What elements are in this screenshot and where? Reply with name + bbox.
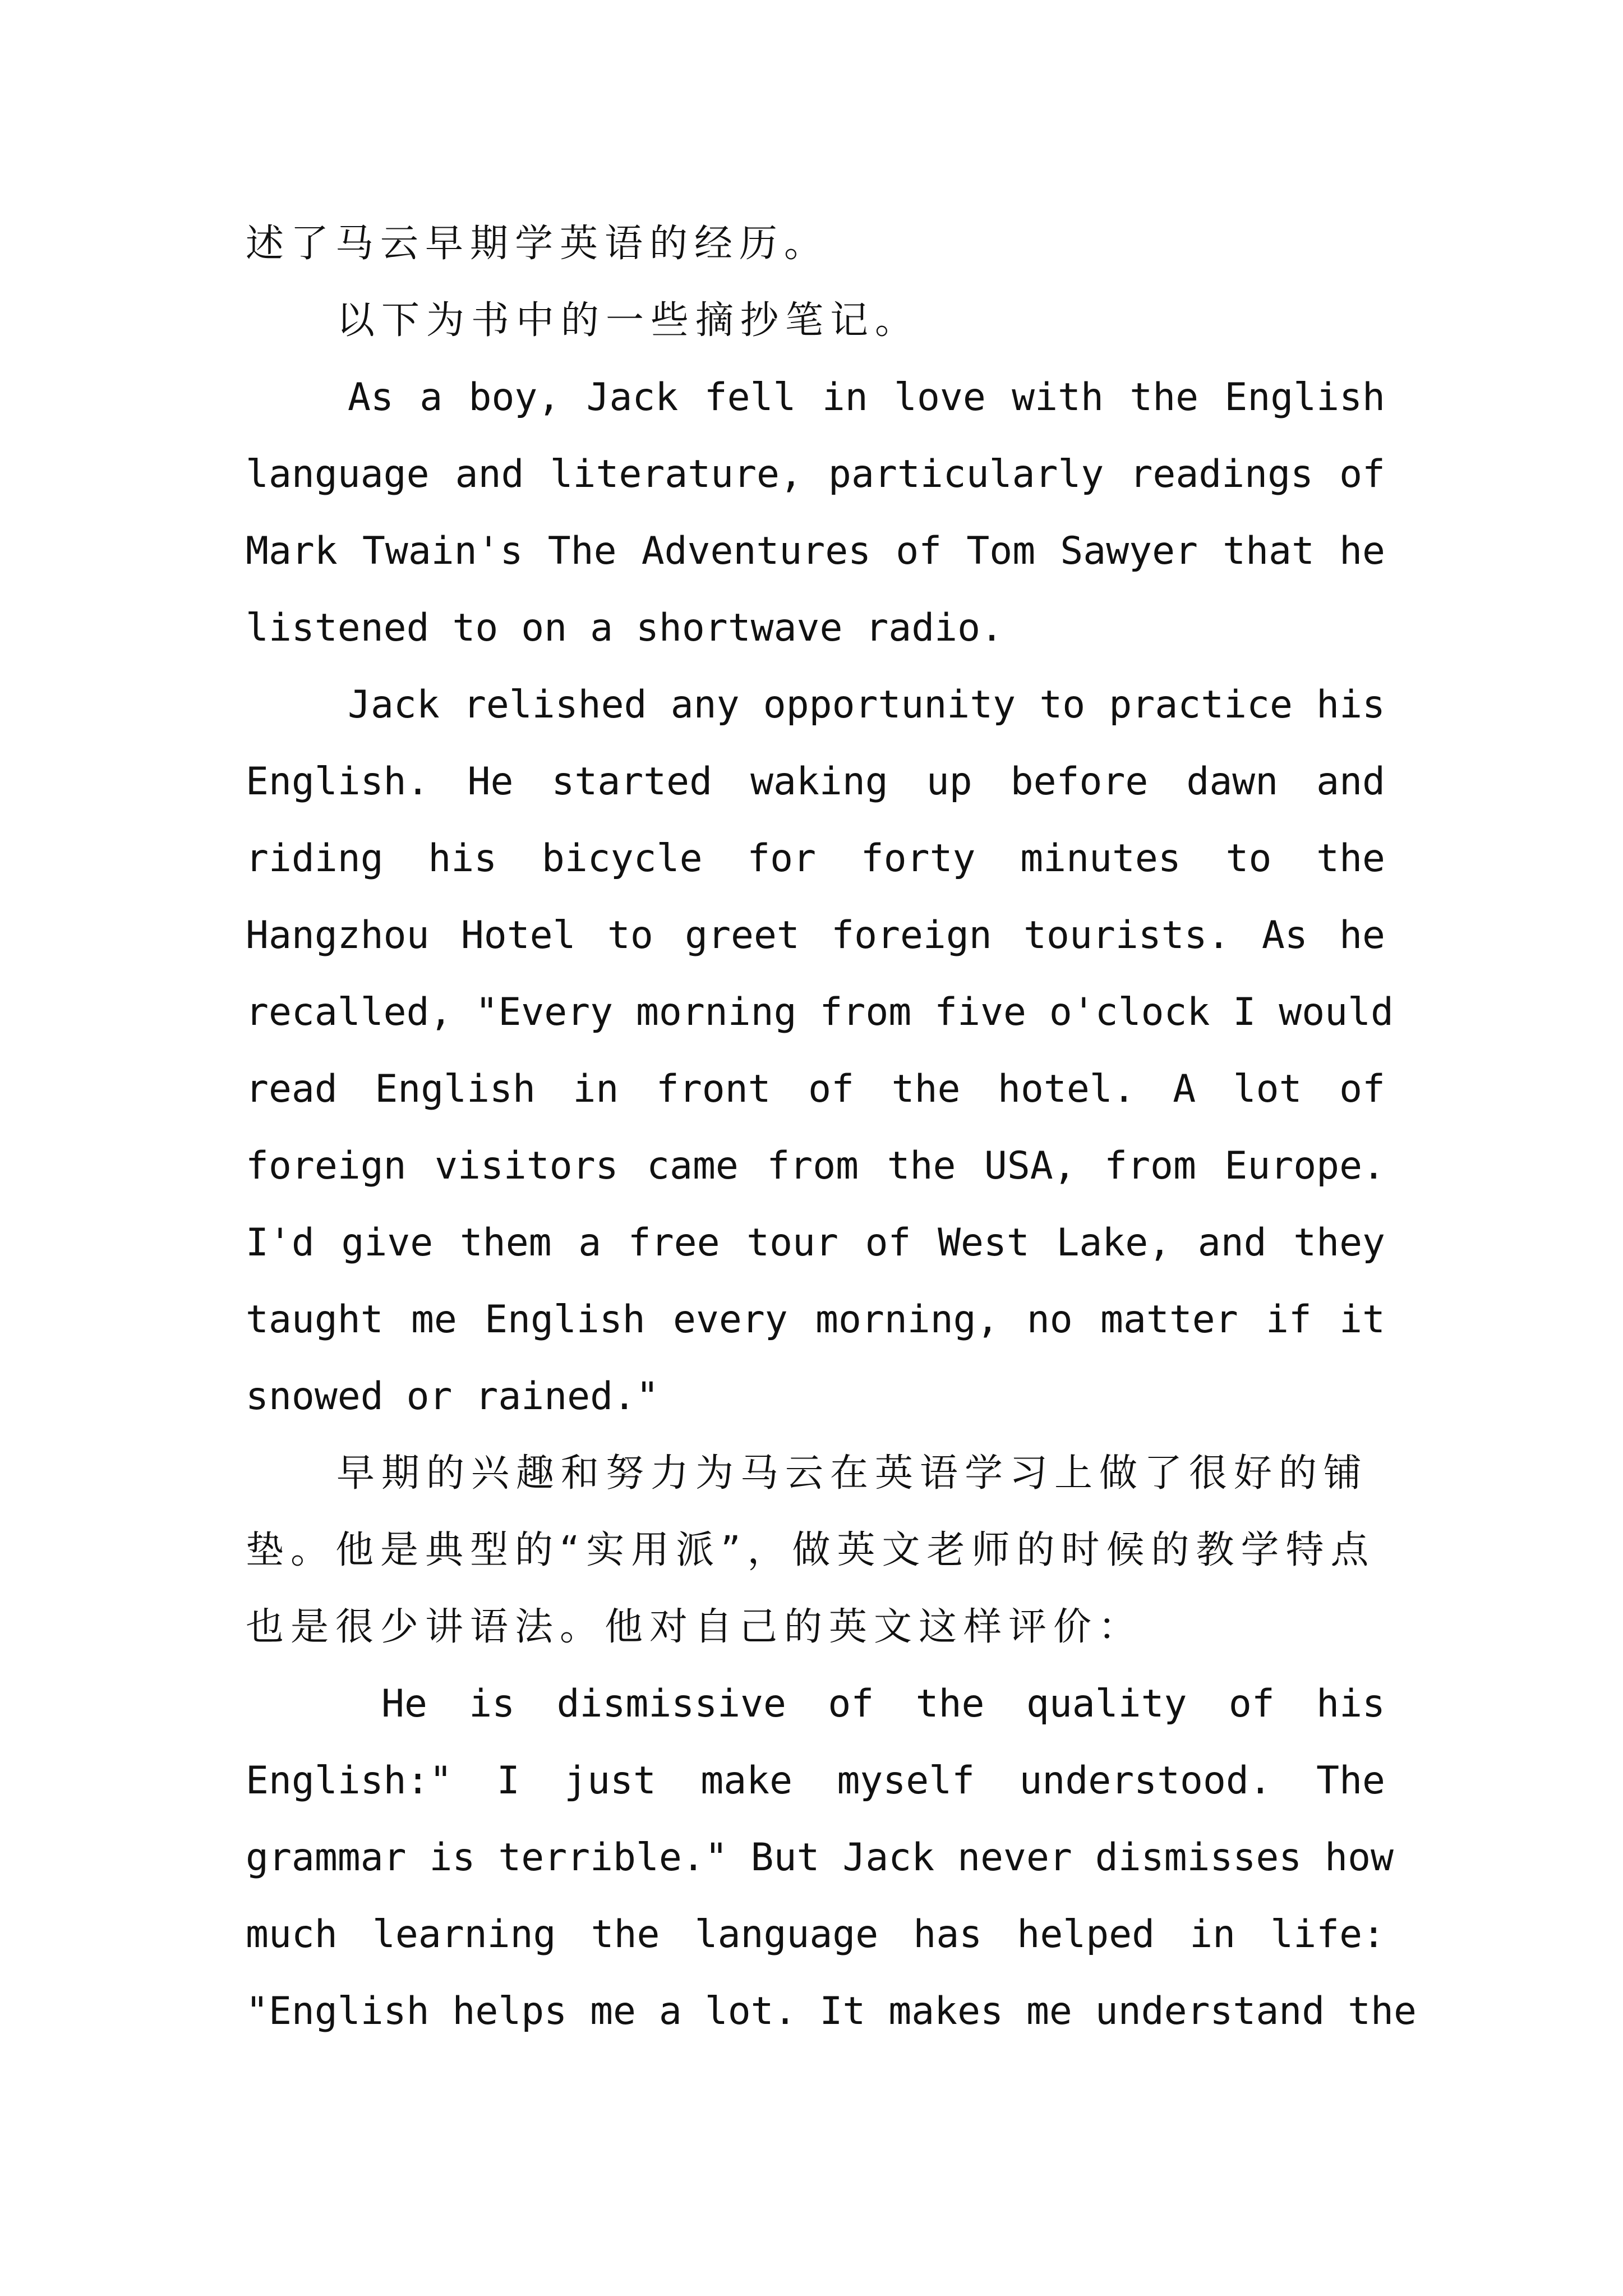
text-line: taught me English every morning, no matter if it	[246, 1297, 1385, 1342]
text-line: 早期的兴趣和努力为马云在英语学习上做了很好的铺	[336, 1451, 1369, 1496]
text-line: English. He started waking up before dawn and	[246, 760, 1385, 804]
text-line: 述了马云早期学英语的经历。	[246, 222, 829, 266]
text-line: He is dismissive of the quality of his	[381, 1682, 1385, 1726]
text-line: foreign visitors came from the USA, from Europe.	[246, 1144, 1385, 1188]
text-line: "English helps me a lot. It makes me understand the	[246, 1989, 1417, 2033]
text-line: I'd give them a free tour of West Lake, and they	[246, 1221, 1385, 1265]
text-line: 垫。他是典型的“实用派”，做英文老师的时候的教学特点	[246, 1528, 1376, 1572]
text-line: Mark Twain's The Adventures of Tom Sawyer that he	[246, 529, 1385, 573]
text-line: snowed or rained."	[246, 1374, 659, 1419]
text-line: language and literature, particularly readings of	[246, 452, 1385, 496]
text-line: read English in front of the hotel. A lot of	[246, 1067, 1385, 1111]
text-line: grammar is terrible." But Jack never dismisses how	[246, 1835, 1394, 1880]
text-line: riding his bicycle for forty minutes to the	[246, 836, 1385, 881]
text-line: English:" I just make myself understood. The	[246, 1759, 1385, 1803]
text-line: Hangzhou Hotel to greet foreign tourists. As he	[246, 913, 1385, 958]
text-line: much learning the language has helped in life:	[246, 1912, 1385, 1957]
text-line: Jack relished any opportunity to practice his	[348, 683, 1385, 727]
text-line: 以下为书中的一些摘抄笔记。	[336, 298, 920, 343]
text-line: recalled, "Every morning from five o'clock I would	[246, 990, 1394, 1034]
text-line: As a boy, Jack fell in love with the English	[348, 375, 1385, 420]
text-line: 也是很少讲语法。他对自己的英文这样评价：	[246, 1605, 1144, 1649]
text-line: listened to on a shortwave radio.	[246, 606, 1004, 650]
